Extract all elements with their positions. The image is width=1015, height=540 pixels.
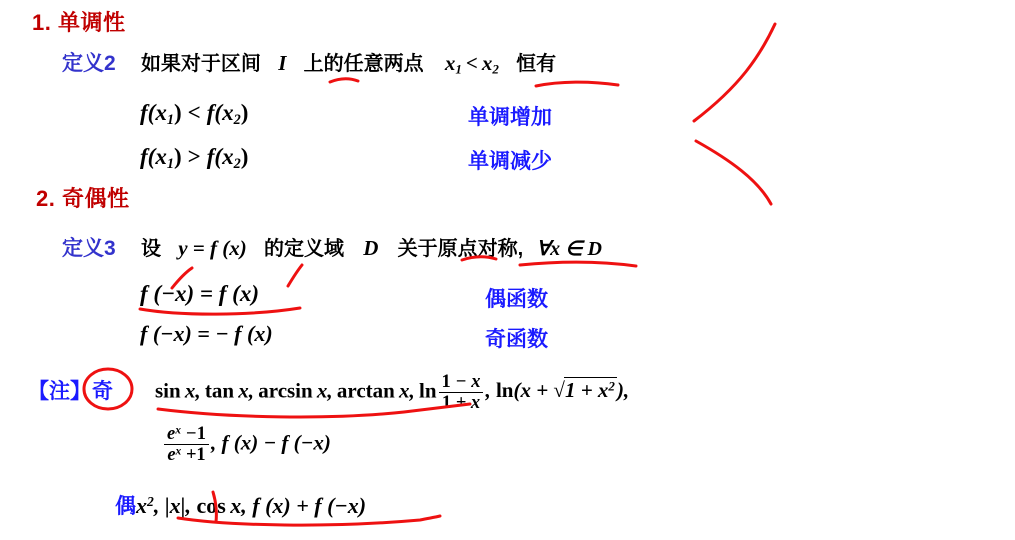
note-bracket-label: 【注】 (28, 380, 91, 403)
monotonic-increasing-formula: $f(x_1) < f(x_2)$ (140, 100, 249, 128)
definition-3-text-a: 设 (140, 238, 161, 260)
definition-3-label: 定义3 (62, 237, 116, 260)
definition-3-text-c: 关于原点对称, (397, 238, 524, 260)
section-2-title: 奇偶性 (61, 186, 130, 211)
underline-even-identity (140, 308, 300, 314)
odd-function-list-line-2: $\frac{e^x -1}{e^x +1}$ , f (x) − f (−x) (162, 424, 331, 465)
odd-function-label: 奇函数 (485, 328, 548, 351)
definition-3-quantifier: ∀x ∈ D (536, 238, 602, 260)
definition-2-text-a: 如果对于区间 (140, 53, 261, 75)
definition-2-text-b: 上的任意两点 (303, 53, 424, 75)
section-1-title: 单调性 (57, 10, 126, 35)
section-2-heading (36, 182, 130, 213)
brace-stroke-lower (696, 141, 771, 204)
section-2-number: 2. (36, 186, 56, 211)
definition-2-line (62, 47, 556, 78)
even-function-label: 偶函数 (485, 288, 548, 311)
note-odd-label: 奇 (92, 380, 113, 403)
odd-function-formula: f (−x) = − f (x) (140, 321, 273, 346)
monotonic-decreasing-label: 单调减少 (468, 150, 552, 173)
tick-mark-right (288, 265, 302, 286)
definition-3-function: y = f (x) (178, 236, 247, 260)
definition-3-domain-var: D (363, 236, 379, 260)
underline-interval-I (330, 79, 358, 82)
definition-2-label: 定义2 (62, 52, 116, 75)
even-function-list: 偶$x^2$, |x|, cos x, f (x) + f (−x) (115, 493, 367, 518)
definition-2-inequality: $x_1 < x_2$ (444, 51, 499, 77)
section-1-heading (32, 6, 126, 37)
definition-2-interval-var: I (278, 51, 287, 75)
underline-inequality (536, 82, 618, 86)
definition-2-text-c: 恒有 (516, 53, 557, 75)
underline-symmetry-text (520, 262, 636, 266)
brace-stroke-upper (694, 24, 775, 121)
monotonic-decreasing-formula: $f(x_1) > f(x_2)$ (140, 144, 249, 172)
definition-3-text-b: 的定义域 (263, 238, 344, 260)
odd-function-list-line-1: sin x, tan x, arcsin x, arctan x, ln $\frac{1 - x}{1 + x}$ , $\ln(x + √1 + x^2)$, (155, 371, 630, 412)
section-1-number: 1. (32, 10, 52, 35)
definition-3-line (62, 232, 602, 262)
even-function-formula: f (−x) = f (x) (140, 281, 259, 306)
note-even-label: 偶 (115, 495, 136, 518)
monotonic-increasing-label: 单调增加 (468, 106, 552, 129)
